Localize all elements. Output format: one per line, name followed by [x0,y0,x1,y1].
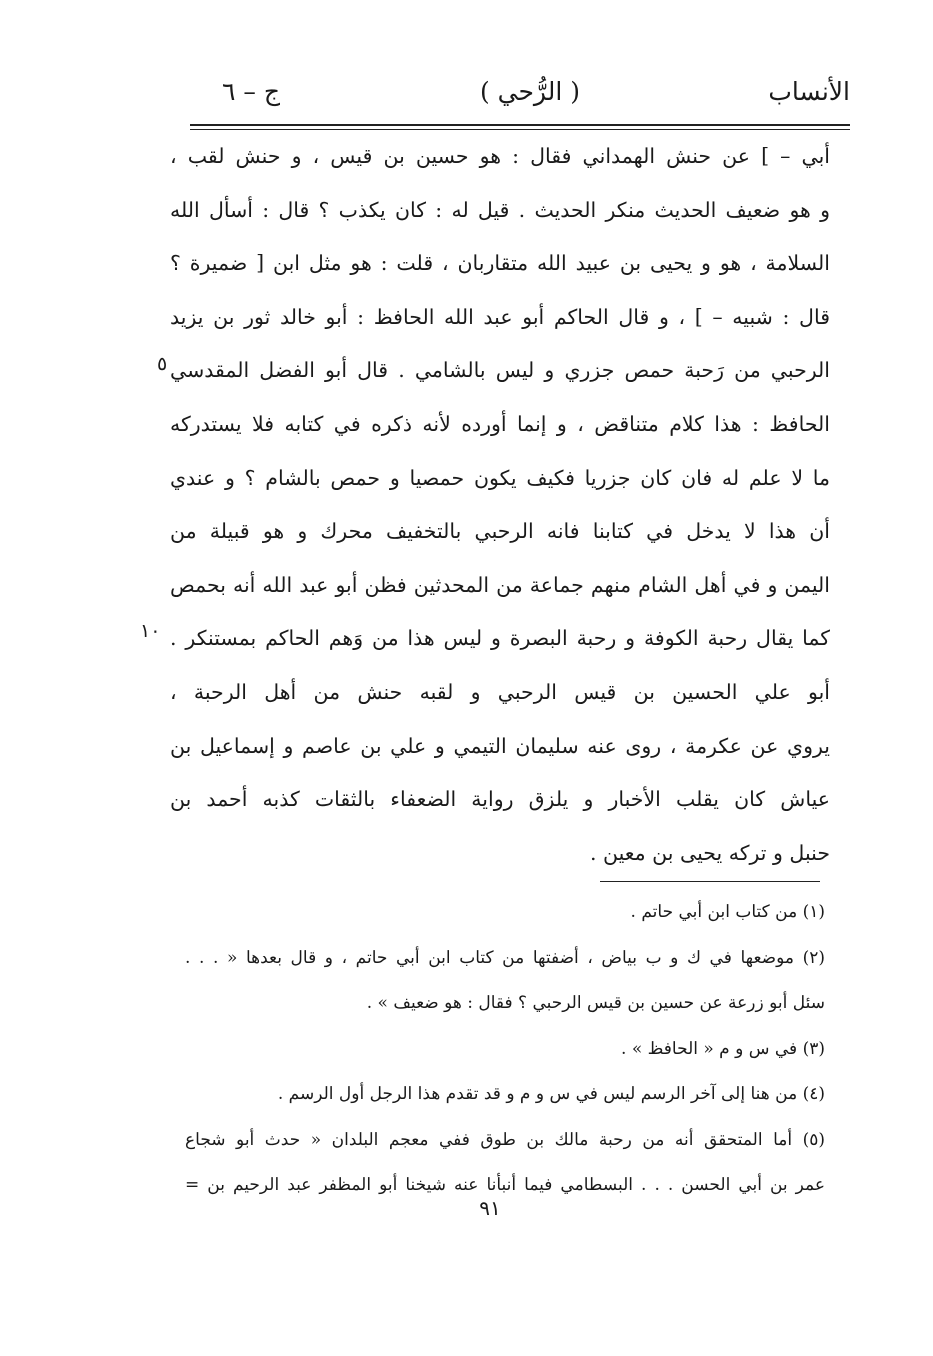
main-text [170,130,830,880]
header-volume: ج – ٦ [222,77,280,106]
text-line: قال : شبيه – ] ، و قال الحاكم أبو عبد الله الحافظ : أبو خالد ثور بن يزيد [170,304,830,329]
running-header [190,72,850,114]
text-line: الحافظ : هذا كلام متناقض ، و إنما أورده لأنه ذكره في كتابه فلا يستدركه [170,411,830,436]
footnote: (٤) من هنا إلى آخر الرسم ليس في س و م و قد تقدم هذا الرجل أول الرسم . [277,1084,825,1104]
footnote: (٣) في س و م « الحافظ » . [621,1038,825,1059]
text-line: ما لا علم له فان كان جزريا فكيف يكون حمصيا و حمص بالشام ؟ و عندي [170,465,830,490]
text-line: أن هذا لا يدخل في كتابنا فانه الرحبي بالتخفيف محرك و هو قبيلة من [170,519,830,544]
text-line: اليمن و في أهل الشام منهم جماعة من المحدثين فظن أبو عبد الله أنه بحمص [170,572,830,597]
header-rule [190,124,850,126]
footnote-continuation: سئل أبو زرعة عن حسين بن قيس الرحبي ؟ فقال : هو ضعيف » . [366,993,825,1013]
footnote-continuation: عمر بن أبي الحسن . . . البسطامي فيما أنبأنا عنه شيخنا أبو المظفر عبد الرحيم بن = [185,1175,825,1195]
text-line: أبي – ] عن حنش الهمداني فقال : هو حسين بن قيس ، و حنش لقب ، [170,144,830,168]
text-line: أبو علي الحسين بن قيس الرحبي و لقبه حنش من أهل الرحبة ، [170,679,830,704]
line-number-10: ١٠ [140,620,161,642]
footnotes [185,890,825,1209]
header-entry-word: ( الرُّحي ) [479,77,580,106]
footnote: (١) من كتاب ابن أبي حاتم . [630,902,825,922]
text-line: الرحبي من رَحبة حمص جزري و ليس بالشامي . قال أبو الفضل المقدسي [170,358,830,383]
footnote: (٥) أما المتحقق أنه من رحبة مالك بن طوق ففي معجم البلدان « حدث أبو شجاع [185,1129,825,1150]
header-title: الأنساب [768,77,850,106]
text-line: حنبل و تركه يحيى بن معين . [589,840,830,865]
text-line: كما يقال رحبة الكوفة و رحبة البصرة و ليس هذا من وَهم الحاكم بمستنكر . [170,626,830,651]
footnote-separator [600,881,820,882]
page-number: ٩١ [479,1196,501,1220]
text-line: عياش كان يقلب الأخبار و يلزق رواية الضعفاء بالثقات كذبه أحمد بن [170,787,830,812]
text-line: يروي عن عكرمة ، روى عنه سليمان التيمي و علي بن عاصم و إسماعيل بن [170,733,830,758]
line-number-5: ٥ [157,353,168,375]
text-line: السلامة ، هو و يحيى بن عبيد الله متقاربان ، قلت : هو مثل ابن [ ضميرة ؟ [170,251,830,276]
text-line: و هو ضعيف الحديث منكر الحديث . قيل له : كان يكذب ؟ قال : أسأل الله [170,197,830,222]
footnote: (٢) موضعها في ك و ب بياض ، أضفتها من كتاب ابن أبي حاتم ، و قال بعدها « . . . [185,947,825,968]
